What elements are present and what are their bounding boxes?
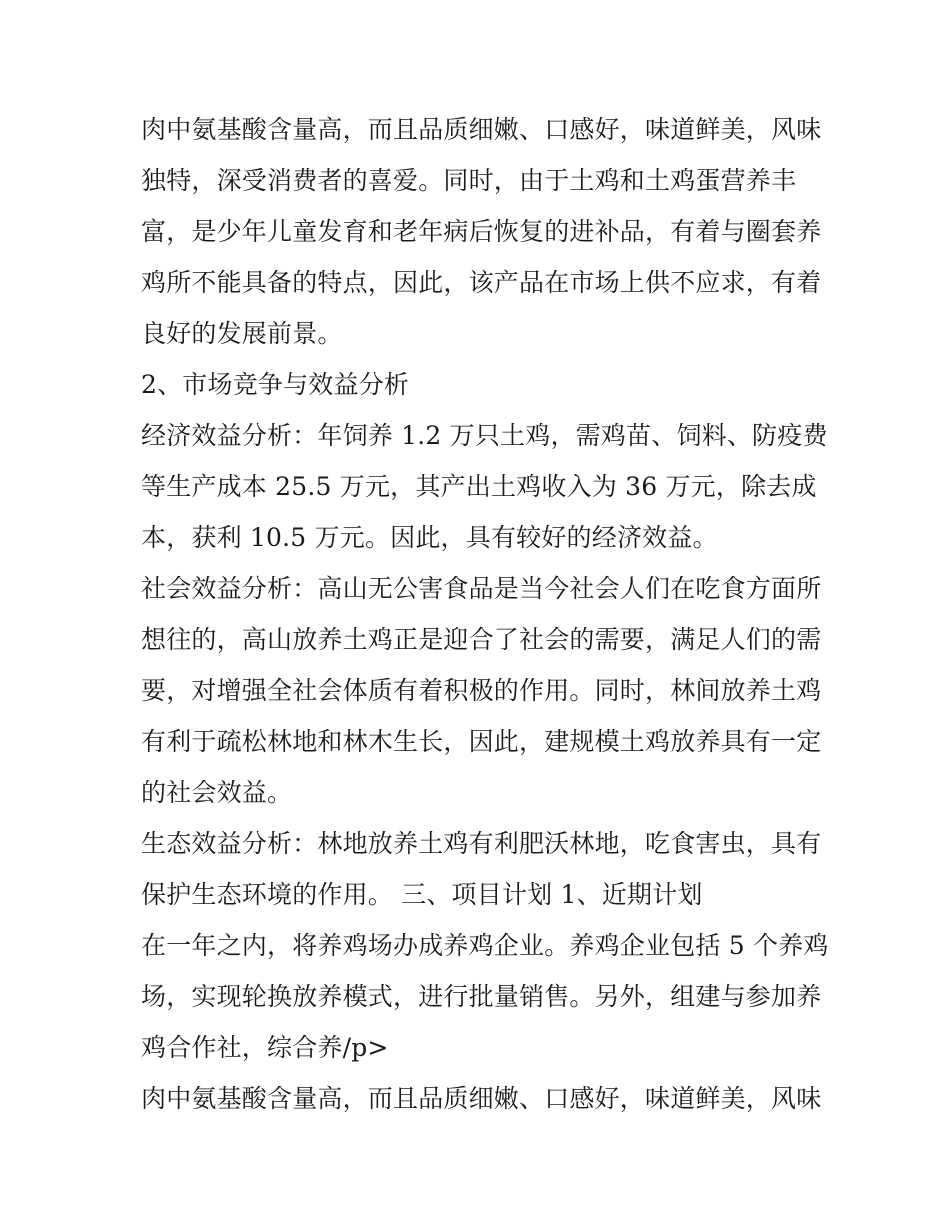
document-body xyxy=(141,104,829,1124)
text-line: 良好的发展前景。 xyxy=(141,319,343,348)
text-line: 鸡合作社，综合养/p> xyxy=(141,1033,389,1062)
text-line: 场，实现轮换放养模式，进行批量销售。另外，组建与参加养 xyxy=(141,982,822,1011)
text-line: 等生产成本 25.5 万元，其产出土鸡收入为 36 万元，除去成 xyxy=(141,472,817,501)
text-line: 想往的，高山放养土鸡正是迎合了社会的需要，满足人们的需 xyxy=(141,625,822,654)
text-line: 保护生态环境的作用。 三、项目计划 1、近期计划 xyxy=(141,880,703,909)
text-line: 独特，深受消费者的喜爱。同时，由于土鸡和土鸡蛋营养丰 xyxy=(141,166,797,195)
text-line: 生态效益分析：林地放养土鸡有利肥沃林地，吃食害虫，具有 xyxy=(141,829,822,858)
text-line: 本，获利 10.5 万元。因此，具有较好的经济效益。 xyxy=(141,523,718,552)
text-line: 在一年之内，将养鸡场办成养鸡企业。养鸡企业包括 5 个养鸡 xyxy=(141,931,829,960)
text-line: 鸡所不能具备的特点，因此，该产品在市场上供不应求，有着 xyxy=(141,268,822,297)
text-line: 社会效益分析：高山无公害食品是当今社会人们在吃食方面所 xyxy=(141,574,822,603)
text-line: 经济效益分析：年饲养 1.2 万只土鸡，需鸡苗、饲料、防疫费 xyxy=(141,421,828,450)
text-line: 肉中氨基酸含量高，而且品质细嫩、口感好，味道鲜美，风味 xyxy=(141,115,822,144)
text-line: 有利于疏松林地和林木生长，因此，建规模土鸡放养具有一定 xyxy=(141,727,822,756)
text-line: 的社会效益。 xyxy=(141,778,293,807)
section-heading: 2、市场竞争与效益分析 xyxy=(141,370,410,399)
text-line: 要，对增强全社会体质有着积极的作用。同时，林间放养土鸡 xyxy=(141,676,822,705)
text-line: 肉中氨基酸含量高，而且品质细嫩、口感好，味道鲜美，风味 xyxy=(141,1084,822,1113)
text-line: 富，是少年儿童发育和老年病后恢复的进补品，有着与圈套养 xyxy=(141,217,822,246)
